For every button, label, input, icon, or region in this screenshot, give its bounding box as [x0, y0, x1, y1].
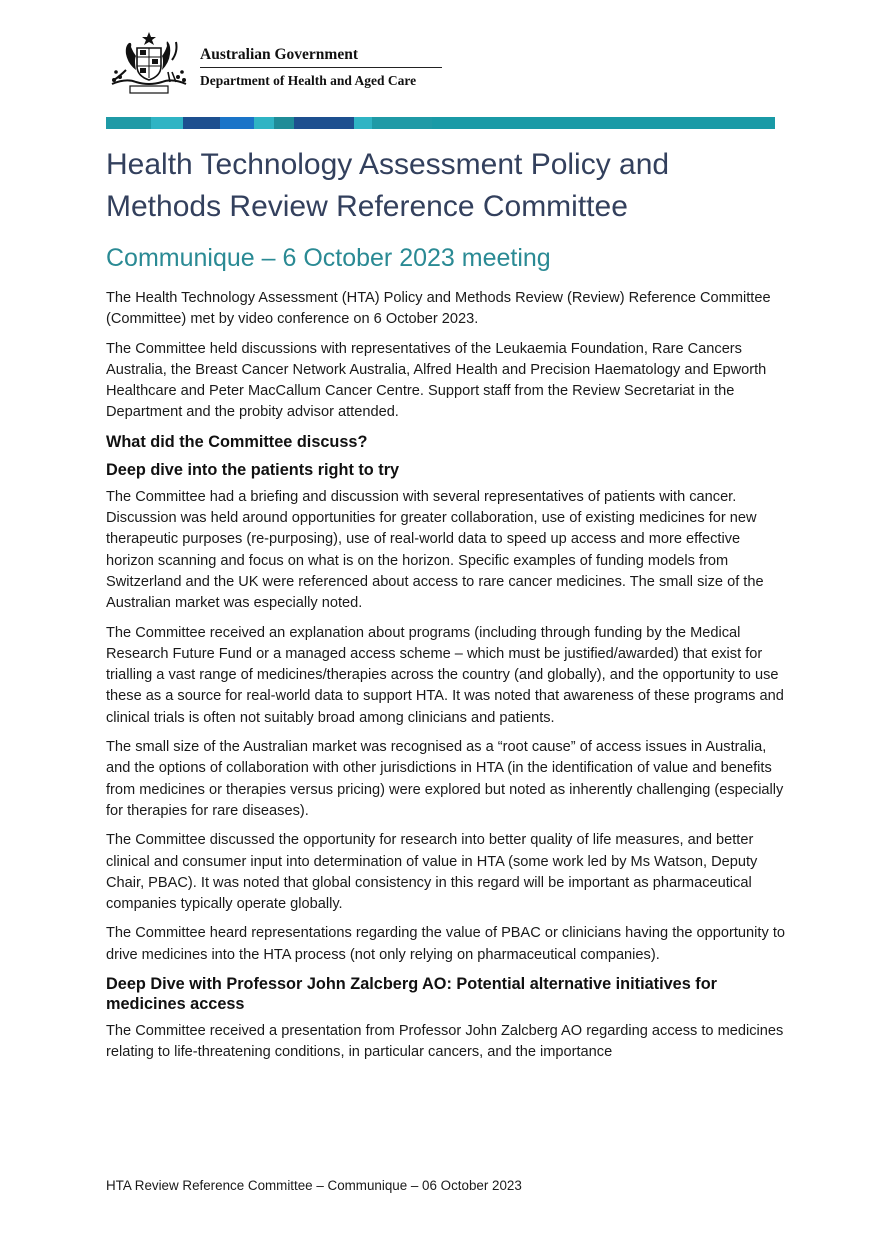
- section-heading: Deep dive into the patients right to try: [106, 460, 400, 479]
- brand-color-bar: [106, 117, 775, 129]
- paragraph: The Committee received an explanation about programs (including through funding by the Medical Research Future Fund or a managed access scheme – which must be justified/awarded) that exist for trialling a vast range of medicines/therapies across the country (and globally), and the opportunity to use these as a source for real-world data to support HTA. It was noted that awareness of these programs and clinical trials is often not suitably broad among clinicians and patients.: [106, 624, 784, 726]
- paragraph: The Committee had a briefing and discussion with several representatives of patients with cancer. Discussion was held around opportunities for greater collaboration, use of existing medicines for new therapeutic purposes (re-purposing), use of real-world data to speed up access and more effective horizon scanning and focus on what is on the horizon. Specific examples of funding models from Switzerland and the UK were referenced about access to rare cancer medicines. The small size of the Australian market was especially noted.: [106, 488, 764, 612]
- section-heading: Deep Dive with Professor John Zalcberg AO: Potential alternative initiatives for medicines access: [106, 975, 717, 1014]
- color-segment: [254, 117, 274, 129]
- color-segment: [372, 117, 432, 129]
- page-title: Health Technology Assessment Policy and Methods Review Reference Committee: [106, 148, 670, 223]
- color-segment: [183, 117, 220, 129]
- paragraph: The Health Technology Assessment (HTA) Policy and Methods Review (Review) Reference Committee (Committee) met by video conference on 6 October 2023.: [106, 290, 771, 328]
- color-segment: [274, 117, 294, 129]
- color-segment: [220, 117, 254, 129]
- paragraph: The Committee received a presentation from Professor John Zalcberg AO regarding access to medicines relating to life-threatening conditions, in particular cancers, and the importance: [106, 1023, 784, 1061]
- department-name: Department of Health and Aged Care: [200, 73, 417, 88]
- paragraph: The small size of the Australian market was recognised as a “root cause” of access issues in Australia, and the options of collaboration with other jurisdictions in HTA (in the identification of value and benefits from medicines or therapies versus pricing) were explored but noted as inherently challenging (especially for therapies for rare diseases).: [106, 739, 784, 819]
- section-heading: What did the Committee discuss?: [106, 432, 368, 451]
- color-segment: [106, 117, 151, 129]
- paragraph: The Committee held discussions with representatives of the Leukaemia Foundation, Rare Cancers Australia, the Breast Cancer Network Australia, Alfred Health and Precision Haematology and Epworth Healthcare and Peter MacCallum Cancer Centre. Support staff from the Review Secretariat in the Department and the probity advisor attended.: [106, 340, 767, 421]
- page-subtitle: Communique – 6 October 2023 meeting: [106, 244, 551, 272]
- paragraph: The Committee discussed the opportunity for research into better quality of life measures, and better clinical and consumer input into determination of value in HTA (some work led by Ms Watson, Deputy Chair, PBAC). It was noted that global consistency in this regard will be important as pharmaceutical companies typically operate globally.: [106, 832, 758, 913]
- document-body: [106, 288, 786, 1072]
- color-segment: [354, 117, 372, 129]
- commonwealth-coat-of-arms-icon: [106, 30, 192, 96]
- color-segment: [432, 117, 775, 129]
- header-divider: [200, 67, 442, 68]
- government-name: Australian Government: [200, 46, 359, 63]
- paragraph: The Committee heard representations regarding the value of PBAC or clinicians having the opportunity to drive medicines into the HTA process (not only relying on pharmaceutical companies).: [106, 925, 785, 963]
- color-segment: [151, 117, 183, 129]
- page-footer: HTA Review Reference Committee – Communique – 06 October 2023: [106, 1178, 522, 1193]
- color-segment: [294, 117, 354, 129]
